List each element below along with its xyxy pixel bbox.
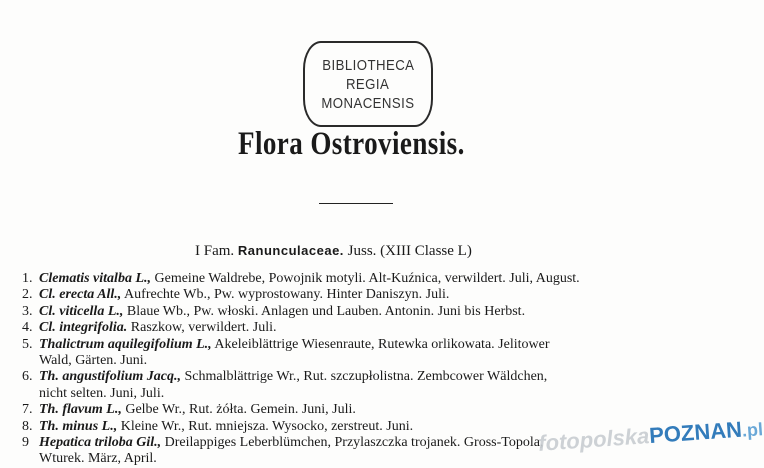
species-name: Thalictrum aquilegifolium L., [39, 336, 212, 352]
entry-number: 8. [22, 418, 33, 434]
list-item [22, 337, 732, 370]
list-item [22, 402, 732, 418]
species-name: Th. minus L., [39, 418, 118, 434]
entry-number: 7. [22, 402, 33, 418]
family-prefix: I Fam. [195, 243, 235, 259]
list-item [22, 320, 732, 336]
list-item [22, 287, 732, 303]
stamp-line: BIBLIOTHECA [321, 56, 415, 74]
entry-continuation: nicht selten. Juni, Juli. [39, 385, 165, 401]
species-name: Cl. erecta All., [39, 287, 122, 303]
title-divider [319, 203, 393, 204]
stamp-line: REGIA [346, 75, 390, 93]
family-suffix: Juss. (XIII Classe L) [347, 243, 472, 259]
watermark-part: fotopolska [537, 423, 651, 456]
entry-text: Schmalblättrige Wr., Rut. szczupłolistna. Zembcower Wäldchen, [180, 369, 548, 385]
species-name: Hepatica triloba Gil., [39, 435, 162, 451]
entry-text: Dreilappiges Leberblümchen, Przylaszczka trojanek. Gross-Topola, [161, 435, 544, 451]
watermark-part: .pl [741, 419, 764, 441]
entry-text: Gelbe Wr., Rut. żółta. Gemein. Juni, Juli. [121, 402, 356, 418]
species-name: Cl. viticella L., [39, 303, 124, 319]
entry-continuation: Wturek. März, April. [39, 451, 157, 467]
page-title: Flora Ostroviensis. [238, 126, 465, 162]
entry-text: Blaue Wb., Pw. włoski. Anlagen und Lauben. Antonin. Juni bis Herbst. [123, 303, 526, 319]
entry-text: Raszkow, verwildert. Juli. [127, 320, 277, 336]
entry-text: Akeleiblättrige Wiesenraute, Rutewka orlikowata. Jelitower [211, 336, 550, 352]
species-name: Th. angustifolium Jacq., [39, 369, 181, 385]
entry-number: 3. [22, 303, 33, 319]
entry-text: Kleine Wr., Rut. mniejsza. Wysocko, zerstreut. Juni. [117, 418, 414, 434]
list-item [22, 304, 732, 320]
stamp-line: MONACENSIS [321, 94, 415, 112]
species-name: Clematis vitalba L., [39, 271, 151, 286]
list-item [22, 271, 732, 287]
entry-number: 1. [22, 271, 33, 286]
entry-continuation: Wald, Gärten. Juni. [39, 353, 148, 369]
entry-number: 4. [22, 320, 33, 336]
entry-number: 5. [22, 336, 33, 352]
species-name: Th. flavum L., [39, 402, 122, 418]
entry-number: 9 [22, 435, 29, 451]
family-name: Ranunculaceae. [237, 243, 344, 258]
watermark-part: POZNAN [648, 416, 743, 449]
entry-text: Gemeine Waldrebe, Powojnik motyli. Alt-Kuźnica, verwildert. Juli, August. [151, 271, 580, 286]
entry-number: 2. [22, 287, 33, 303]
species-name: Cl. integrifolia. [39, 320, 128, 336]
family-header [195, 243, 472, 260]
entry-text: Aufrechte Wb., Pw. wyprostowany. Hinter Daniszyn. Juli. [121, 287, 450, 303]
list-item [22, 369, 732, 402]
entry-number: 6. [22, 369, 33, 385]
library-stamp [303, 41, 433, 127]
